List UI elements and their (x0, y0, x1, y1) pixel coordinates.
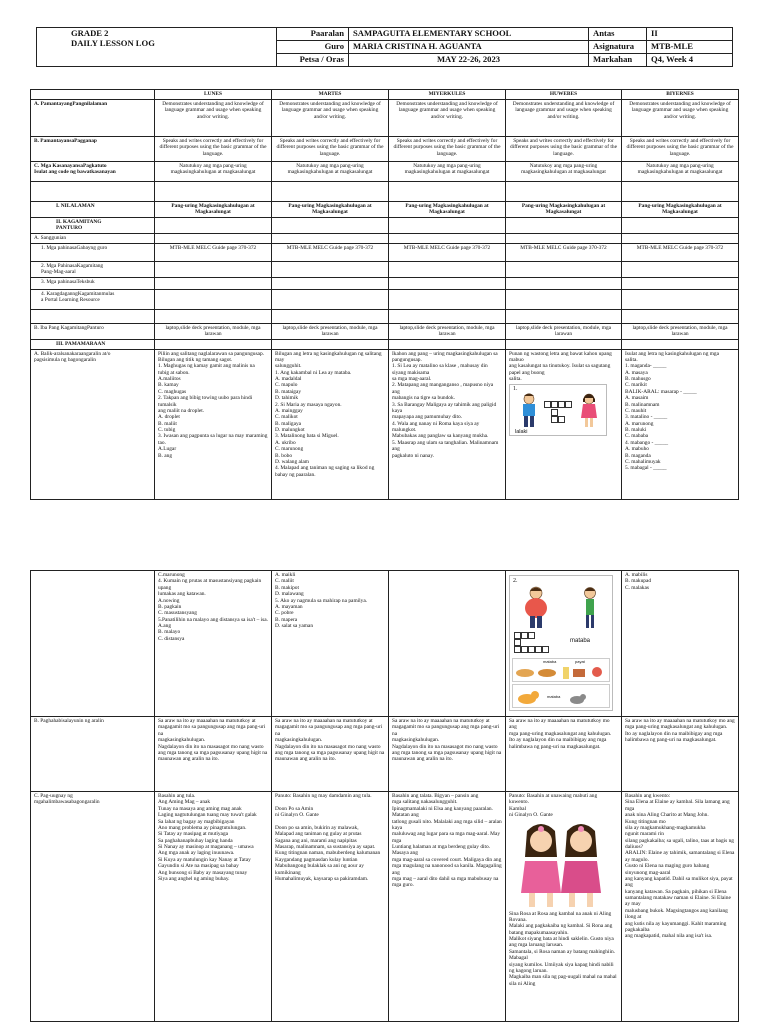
fat-boy-figure-icon (522, 586, 550, 630)
row-label-procedures: III. PAMAMARAAN (31, 339, 155, 349)
quarter-value: Q4, Week 4 (647, 53, 733, 66)
teacher-guide-biyernes: MTB-MLE MELC Guide page 370-372 (622, 243, 739, 261)
row-label-other-materials: B. Iba Pang KagamitangPanturo (31, 323, 155, 339)
performance-standard-martes: Speaks and writes correctly and effectively for different purposes using the basic grammar of the language. (272, 137, 389, 162)
review-continued-picture (509, 575, 613, 711)
lesson-table-page-2 (30, 570, 739, 1022)
corner-cell (31, 90, 155, 100)
day-header-martes: MARTES (272, 90, 389, 100)
row-label-references: A. Sanggunian (31, 233, 155, 243)
competency-lunes: Natutukoy ang mga pang-uring magkasingkahulugan at magkasalungat (155, 162, 272, 182)
review-martes: Bilugan ang letra ng kasingkahulugan ng salitang may salungguhit. 1. Ang kakambal ni Lea ay mataba. A. madaldal C. mapulo B. mataigay D. tahimik 2. Si Maria ay masaya ngayon. A. mainggay C. malikot B. maligaya D. malungkot 3. Matalinong bata si Miguel. A. ukribo C. marunong B. bobo D. walang alam 4. Malapad ang taniman ng saging sa likod ng bahay ng paaralan. (272, 349, 389, 499)
competency-miyerkules: Natutukoy ang mga pang-uring magkasingkahulugan at magkasalungat (389, 162, 506, 182)
bread-items-icon (513, 659, 609, 681)
picture-item-number: 1. (513, 386, 518, 393)
letter-box-grid (544, 401, 574, 431)
other-materials-biyernes: laptop,slide deck presentation, module, mga larawan (622, 323, 739, 339)
review-miyerkules: Ikahon ang pang – uring magkasingkahulugan sa pangungusap. 1. Si Lea ay matalino sa klase , mahusay din siyang makisama sa mga mag-aaral. 2. Matapang ang manganganso , mapusno niya ang mabangis na tigre sa bundok. 3. Sa Barangay Maligaya ay tahimik ang paligid kaya mapayapa ang pamumuhay dito. 4. Wala ang nanay ni Roma kaya siya ay malungkot. Mabubakas ang panglaw sa kanyang mukha. 5. Maasrap ang ulam sa tanghalian. Malinamnam ang pagkaluto ni nanay. (389, 349, 506, 499)
subject-value: MTB-MLE (647, 40, 733, 53)
review-huwebes-text: Punan ng wastong letra ang bawat kahon upang mabuo ang kasalungat na tinutukoy. Isulat sa sagutang papel ang buong salita. (509, 350, 612, 382)
review-continued-biyernes: A. mabilis B. makupad C. malakas (622, 571, 739, 717)
other-materials-huwebes: laptop,slide deck presentation, module, mga larawan (506, 323, 622, 339)
picture-item-number-2: 2. (513, 578, 518, 584)
thin-boy-figure-icon (578, 586, 602, 630)
review-continued-martes: A. maikli C. maliit B. makipot D. malawang 5. Ako ay nagmula sa mahirap na pamilya. A. mayaman C. pobre B. mapera D. salat sa yaman (272, 571, 389, 717)
examples-lunes: Basahin ang tula. Ang Aming Mag – anak Tunay na masaya ang aming mag anak Laging nagtutulungan tuang may tuwa't galak Sa lahat ng bagay ay magbibigayan Ano mang problema ay pinagtutulungan. Si Tatay ay masipag at mutiyaga Sa paghahanapbuhay laging handa Si Nanay ay masinop at maganang – umawa Ang mga anak ay laging inuunawa. Si Kuya ay matulungin kay Nanay at Tatay Gayundin si Ate na masipag sa bahay Ang bunsong si Baby ay masayang tunay Siya ang anghel ng aming buhay. (155, 792, 272, 1022)
examples-huwebes-text: Panuto: Basahin at unawaing mabuti ang kuwento. Kambal ni Ginalyn O. Gante (509, 793, 598, 819)
grade-label: Antas (589, 28, 647, 41)
day-header-huwebes: HUWEBES (506, 90, 622, 100)
grade-value: II (647, 28, 733, 41)
row-label-content: I. NILALAMAN (31, 202, 155, 218)
subject-label: Asignatura (589, 40, 647, 53)
review-huwebes (506, 349, 622, 499)
performance-standard-miyerkules: Speaks and writes correctly and effectively for different purposes using the basic grammar of the language. (389, 137, 506, 162)
teacher-guide-miyerkules: MTB-MLE MELC Guide page 370-372 (389, 243, 506, 261)
review-lunes: Piliin ang salitang naglalarawan sa pangungusap. Bilugan ang titik ng tamang sagot. 1. Maghugas ng kamay gamit ang malinis na tubig at sabon. A.maliitos B. kamay C. maghugas 2. Takpan ang bibig towing uubo para hindi tumalsik ang maliit na droplet. A. droplet B. maliit C. tubig 3. Iwasan ang pagpunta sa lugar na may maraming tao. A.Lugar B. ang (155, 349, 272, 499)
row-label-purpose: B. Paghahabisalayunin ng aralin (31, 717, 155, 792)
header-title-cell (37, 28, 277, 67)
review-continued-miyerkules (389, 571, 506, 717)
purpose-huwebes: Sa araw na ito ay maaaahan na matututkoy mo ang mga pang-uring magkasalungat ang kahulugan. Ito ay naglalayon din na maibibigay ang mga halimbawa ng pang-uri na magkasalungat. (506, 717, 622, 792)
teacher-guide-lunes: MTB-MLE MELC Guide page 370-372 (155, 243, 272, 261)
review-continued-lunes: C.marunong 4. Kumain ng prutas at masustansiyang pagkain upang lumakas ang katawan. A.nowing B. pagkain C. masustansyang 5.Panatilihin na malayo ang distansya sa isa't – isa. A.ang B. malayo C. distansya (155, 571, 272, 717)
quarter-label: Markahan (589, 53, 647, 66)
examples-martes: Panuto: Basahin ng may damdamin ang tula. Doon Po sa Amin ni Ginalyn O. Gante Doon po sa amin, bukirin ay malawak, Malapad ang taniman ng gulay at prutas Sagana ang ani, marami ang napipitas Masarap, malinamnam, sa sustansiya ay sapat. Kung titingnan naman, mabuberdeng kalumanan Kaygandang pagmasdan kulay luntian Mabubangong bulaklak sa ani ng aour ay kumikinang Humahalimuyak, kaysarap sa pakiramdam. (272, 792, 389, 1022)
content-huwebes: Pang-uring Magkasingkahulugan at Magkasalungat (506, 202, 622, 218)
teacher-guide-huwebes: MTB-MLE MELC Guide page 370-372 (506, 243, 622, 261)
competency-biyernes: Natutukoy ang mga pang-uring magkasingkahulugan at magkasalungat (622, 162, 739, 182)
scene-label-3: mataba (547, 694, 561, 699)
performance-standard-huwebes: Speaks and writes correctly and effectively for different purposes using the basic grammar of the language. (506, 137, 622, 162)
teacher-value: MARIA CRISTINA H. AGUANTA (349, 40, 589, 53)
content-miyerkules: Pang-uring Magkasingkahulugan at Magkasalungat (389, 202, 506, 218)
scene-strip-1 (512, 658, 610, 682)
row-label-learner-materials: 2. Mga PahinasaKagamitang Pang-Mag-aaral (31, 261, 155, 277)
row-label-materials: II. KAGAMITANG PANTURO (31, 218, 155, 234)
day-header-lunes: LUNES (155, 90, 272, 100)
scene-label-2: payat (575, 659, 585, 664)
review-biyernes: Isulat ang letra ng kasingkahulugan ng mga salita. 1. maganda- _____ A. masaya B. mahusgo C. marikit BALIK-ARAL: masarap - _____ A. masaim B. malinamnam C. mauhit 3. matalino - _____ A. marunong B. maluki C. mababa 4. mabango - _____ A. mabuho B. maganda C. mahalimuyak 5. mabagal - _____ (622, 349, 739, 499)
row-label-competencies: C. Mga KasanayansaPagkatuto Isulat ang code ng bawatkasanayan (31, 162, 155, 182)
day-header-biyernes: BIYERNES (622, 90, 739, 100)
teacher-label: Guro (277, 40, 349, 53)
purpose-miyerkules: Sa araw na ito ay maaaahan na matututkoy at magagamit mo sa pangungusap ang mga pang-uri na magkasingkahulugan. Nagdalayon din ito na masasagot mo nang wasto ang mga tanong sa mga pagsusanay upang higit na maunawan ang aralin na ito. (389, 717, 506, 792)
grade-title: GRADE 2 (71, 28, 109, 38)
performance-standard-biyernes: Speaks and writes correctly and effectively for different purposes using the basic grammar of the language. (622, 137, 739, 162)
performance-standard-lunes: Speaks and writes correctly and effectively for different purposes using the basic grammar of the language. (155, 137, 272, 162)
purpose-martes: Sa araw na ito ay maaaahan na matututkoy at magagamit mo sa pangungusap ang mga pang-uri na magkasingkahulugan. Nagdalayon din ito na masasagot mo nang wasto ang mga tanong sa mga pagsusanay upang higit na maunawan ang aralin na ito. (272, 717, 389, 792)
other-materials-miyerkules: laptop,slide deck presentation, module, mga larawan (389, 323, 506, 339)
row-label-content-standard: A. PamantayangPangnilalaman (31, 100, 155, 137)
content-standard-huwebes: Demonstrates understanding and knowledge of language grammar and usage when speaking and/or writing. (506, 100, 622, 137)
content-martes: Pang-uring Magkasingkahulugan at Magkasalungat (272, 202, 389, 218)
competency-huwebes: Natutukoy ang mga pang-uring magkasingkahulugan at magkasalungat (506, 162, 622, 182)
content-standard-martes: Demonstrates understanding and knowledge of language grammar and usage when speaking and/or writing. (272, 100, 389, 137)
header-table (36, 27, 733, 67)
review-huwebes-picture (509, 384, 607, 436)
row-label-teacher-guide: 1. Mga pahinasaGabayng guro (31, 243, 155, 261)
scene-strip-2 (512, 684, 610, 708)
continuation-label (31, 571, 155, 717)
row-label-textbook: 3. Mga pahinasaTeksbuk (31, 277, 155, 289)
picture-caption-2: mataba (570, 638, 591, 644)
purpose-lunes: Sa araw na ito ay maaaahan na matututkoy at magagamit mo sa pangungusap ang mga pang-uri na magkasingkahulugan. Nagdalayon din ito na masasagot mo nang wasto ang mga tanong sa mga pagsusanay upang higit na maunawan ang aralin na ito. (155, 717, 272, 792)
review-continued-huwebes (506, 571, 622, 717)
girl-figure-icon (578, 393, 600, 429)
boy-figure-icon (518, 393, 540, 429)
twin-girls-icon (509, 821, 613, 911)
content-standard-miyerkules: Demonstrates understanding and knowledge of language grammar and usage when speaking and/or writing. (389, 100, 506, 137)
purpose-biyernes: Sa araw na ito ay maaaahan na matututkoy mo ang mga pang-uring magkasalungat ang kahulugan. Ito ay naglalayon din na maibibigay ang mga halimbawa ng pang-uri na magkasalungat. (622, 717, 739, 792)
other-materials-martes: laptop,slide deck presentation, module, mga larawan (272, 323, 389, 339)
content-standard-biyernes: Demonstrates understanding and knowledge of language grammar and usage when speaking and/or writing. (622, 100, 739, 137)
log-title: DAILY LESSON LOG (71, 37, 155, 48)
day-header-miyerkules: MIYERKULES (389, 90, 506, 100)
competency-martes: Natutukoy ang mga pang-uring magkasingkahulugan at magkasalungat (272, 162, 389, 182)
content-standard-lunes: Demonstrates understanding and knowledge of language grammar and usage when speaking and/or writing. (155, 100, 272, 137)
date-label: Petsa / Oras (277, 53, 349, 66)
content-lunes: Pang-uring Magkasingkahulugan at Magkasalungat (155, 202, 272, 218)
lesson-table-page-1 (30, 89, 739, 500)
row-label-portal: 4. KaragdaganngKagamitanmulas a Portal Learning Resource (31, 289, 155, 309)
school-value: SAMPAGUITA ELEMENTARY SCHOOL (349, 28, 589, 41)
row-label-performance-standard: B. PamantayansaPagganap (31, 137, 155, 162)
scene-label-1: mataba (543, 659, 557, 664)
cat-mouse-icon (513, 685, 609, 707)
row-label-review: A. Balik-aralsanakaraangaralin at/o pagsisimula ng bagongaralin (31, 349, 155, 499)
examples-miyerkules: Basahin ang talata. Bigyan – pansin ang mga salitang nakasalungguhit. Ipinagmamalaki ni Elsa ang kanyang paaralan. Matatan ang tatlong gusali nito. Malalaki ang mga silid – aralan kaya maluluwag ang lugar para sa mga mag-aaral. May mga Luntiang halaman at mga berdeng gulay dito. Masaya ang mga mag-aaral sa covered court. Maligaya din ang mga magulang na nanonood sa kanila. Magagaling ang mga mag – aaral dito dahil sa mga mabubusay na mga guro. (389, 792, 506, 1022)
other-materials-lunes: laptop,slide deck presentation, module, mga larawan (155, 323, 272, 339)
letter-box-grid-2 (514, 632, 574, 656)
date-value: MAY 22-26, 2023 (349, 53, 589, 66)
content-biyernes: Pang-uring Magkasingkahulugan at Magkasalungat (622, 202, 739, 218)
examples-huwebes-story: Sina Rosa at Rosa ang kambal na anak ni Aling Rovana. Malaki ang pagkakaiba ng kambal. Si Rona ang batang mapakumaasayahin. Malikot siyang bata at hindi saklelin. Gusto niya ang mga laruang larusan. Samantala, si Rosa naman ay batang mahinghiin. Mabagal siyang kumilos. Umiiyak siya kapag hindi nabili ng kagong laruan. Magkaiba man sila ng pag-uugali mahal na mahal sila ni Aling (509, 910, 617, 987)
examples-biyernes: Basahin ang kwento: Sina Elena at Elaine ay kambal. Sila lamang ang mga anak nina Aling Charito at Mang John. Kung titingnan mo sila ay magkamukhang-magkamukha ngunit marami rin silang pagkakaiba; sa ugali, talino, taas at bagis ng daliuos? ARALIN: Elaine ay tahimik, samantalang si Elena ay magulo. Gusto ni Elena na maging guro habang sinyunong mag-aaral ang kanyang kapatid. Dahil sa mulikot siya, payat ang kanyang katawan. Sa pagkain, pihikan si Elena samantalang matakaw naman si Elaine. Si Elaine ay may malusbang bukok. Magsingtangos ang kanilang ilong at ang kutis nila ay kayumanggi. Kahit maraming pagkakaiba ang magkapatid, mahal nila ang isa't isa. (622, 792, 739, 1022)
picture-caption: lalaki (515, 429, 528, 436)
examples-huwebes (506, 792, 622, 1022)
teacher-guide-martes: MTB-MLE MELC Guide page 370-372 (272, 243, 389, 261)
school-label: Paaralan (277, 28, 349, 41)
row-label-examples: C. Pag-uugnay ng mgahalimbawasabagongaralin (31, 792, 155, 1022)
twins-picture (509, 821, 613, 911)
